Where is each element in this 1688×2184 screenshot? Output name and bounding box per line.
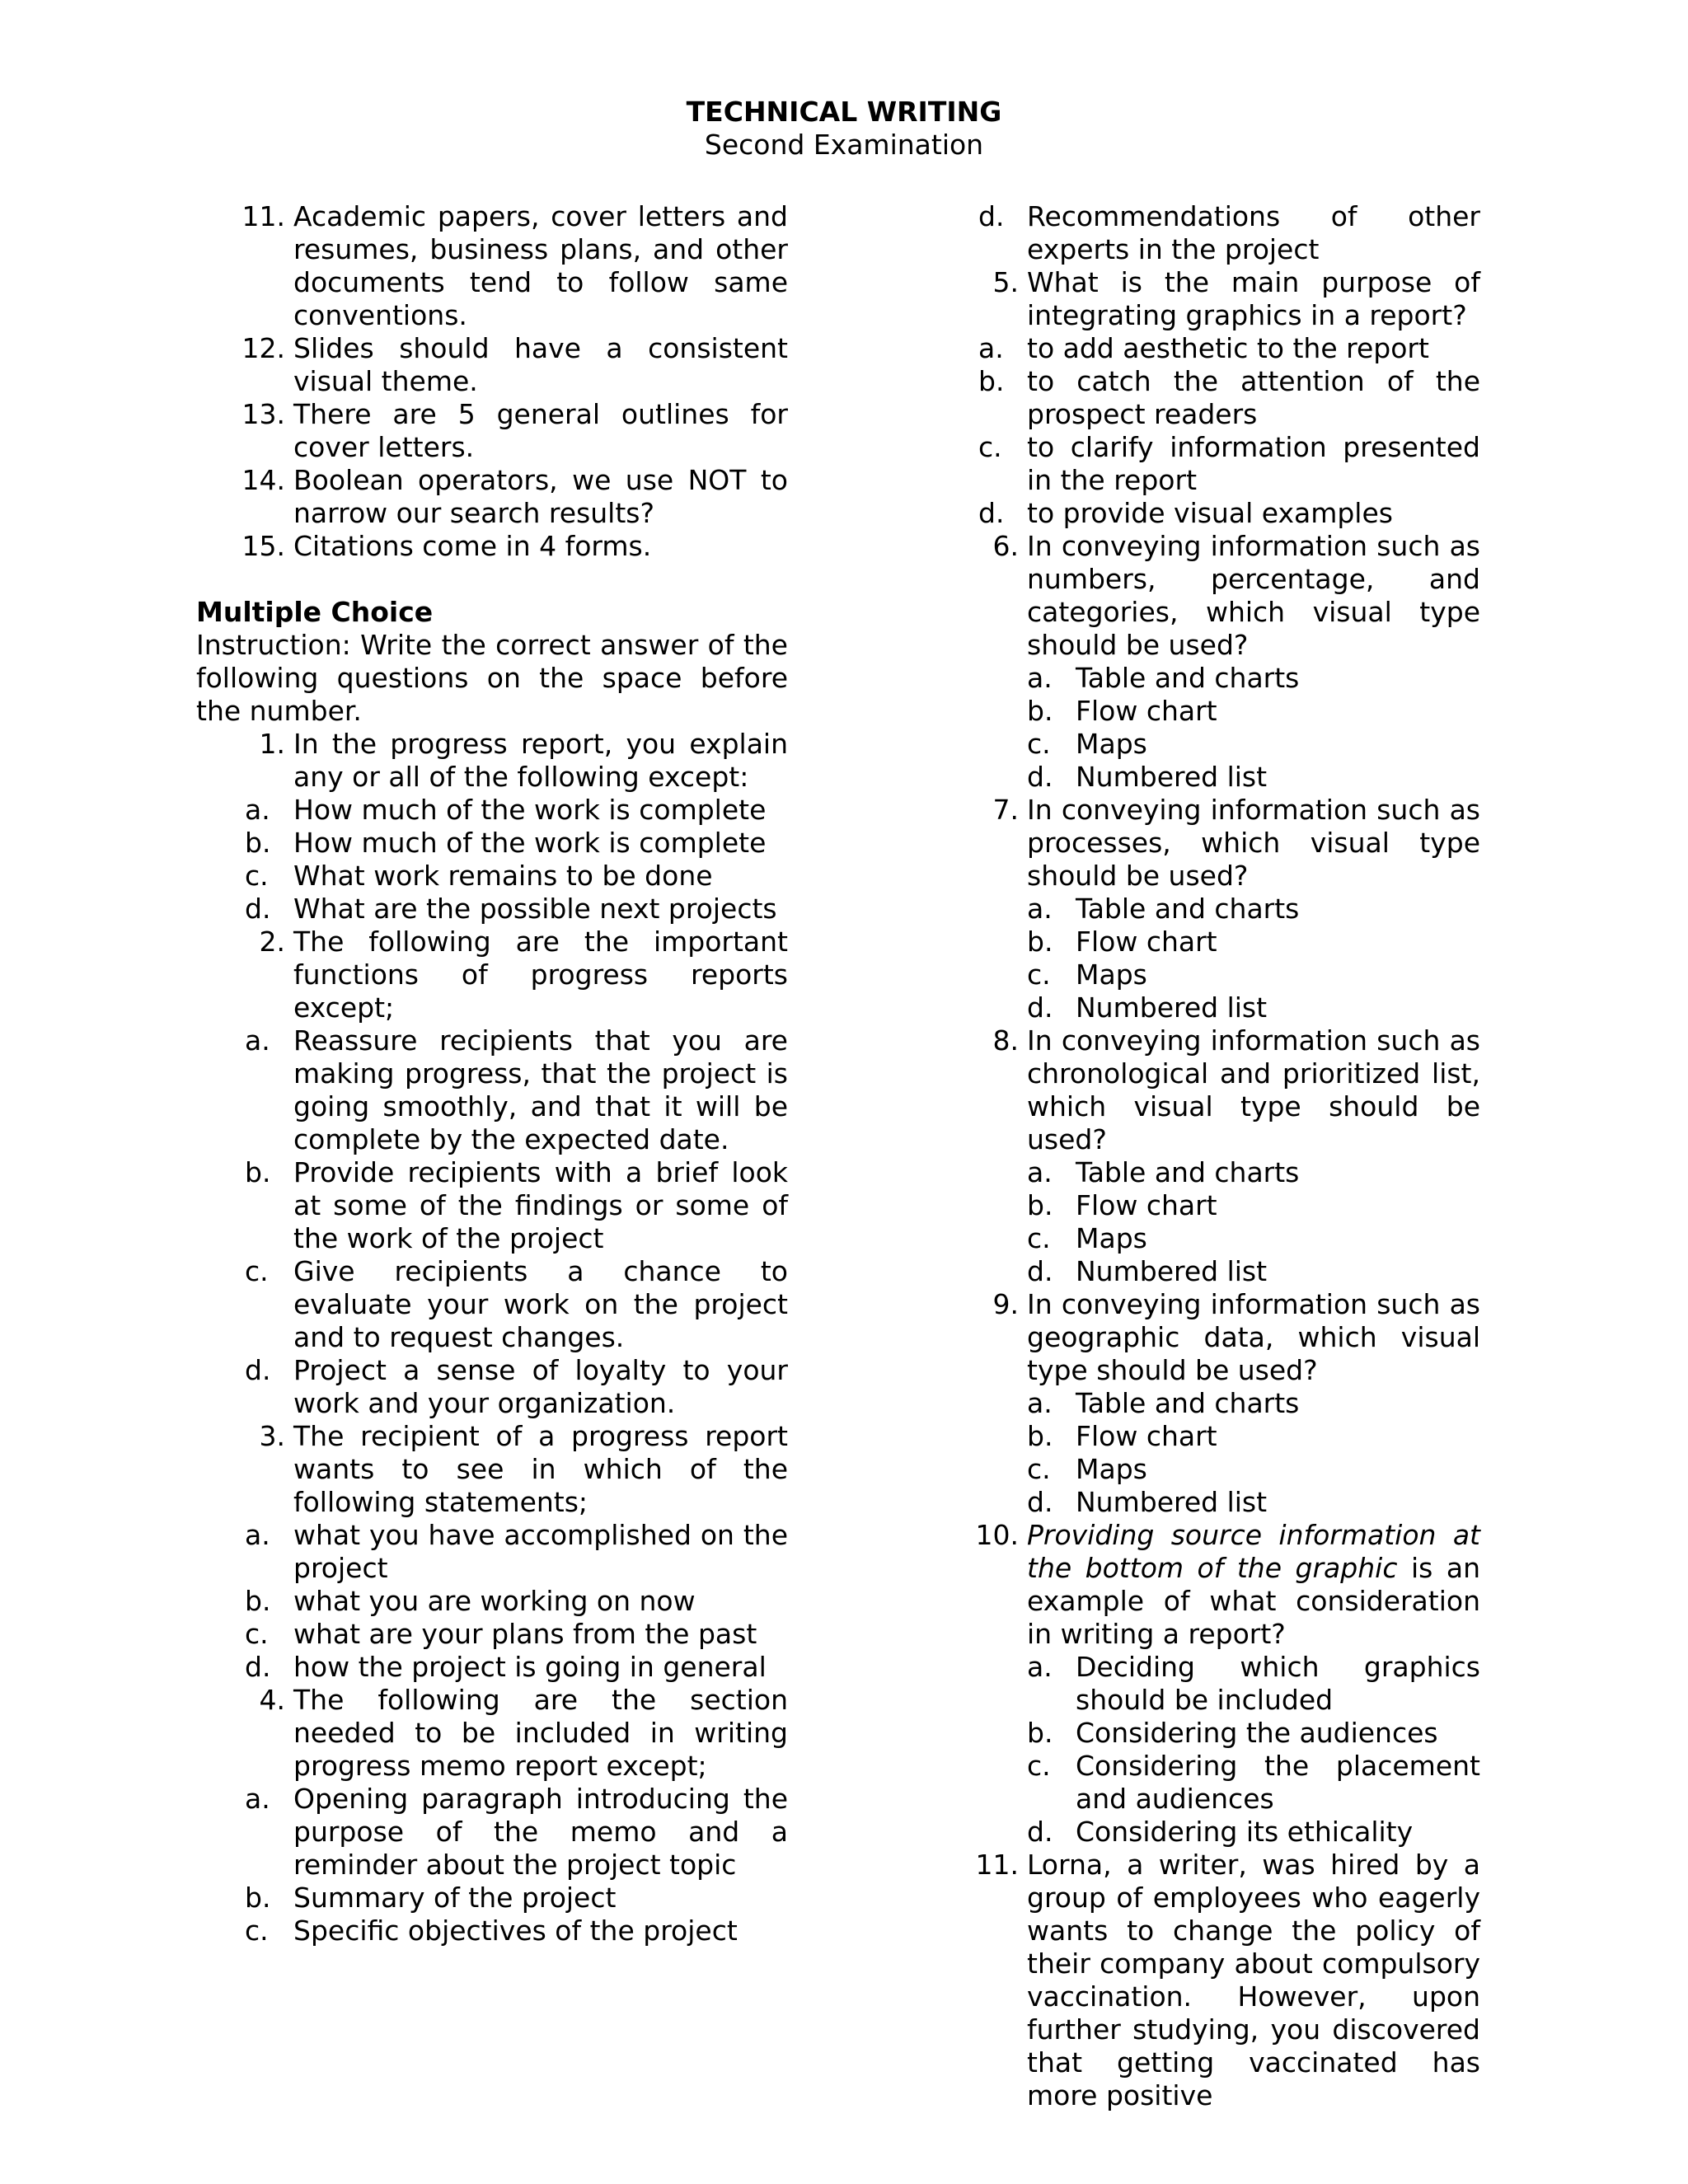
option-item — [245, 1354, 788, 1420]
question-number: 7. — [992, 794, 1019, 826]
question-text: Citations come in 4 forms. — [293, 530, 652, 562]
option-text: Considering its ethicality — [1076, 1816, 1414, 1848]
option-text: Table and charts — [1076, 1156, 1300, 1188]
option-item — [1027, 1750, 1480, 1816]
question-text: In conveying information such as chronological and prioritized list, which visual type should be used? — [1027, 1024, 1480, 1155]
option-text: to provide visual examples — [1027, 497, 1393, 529]
option-text: Maps — [1076, 728, 1147, 760]
question-item — [196, 1684, 788, 1947]
option-item — [978, 332, 1480, 365]
option-letter: b. — [978, 365, 1005, 397]
option-item — [245, 1882, 788, 1915]
question-text-row — [992, 1024, 1480, 1156]
question-number: 10. — [975, 1519, 1019, 1551]
option-item — [1027, 1717, 1480, 1750]
option-item — [245, 860, 788, 893]
option-text: Considering the audiences — [1076, 1717, 1438, 1749]
question-number: 8. — [992, 1024, 1019, 1057]
question-text: Lorna, a writer, was hired by a group of employees who eagerly wants to change the policy of their company about compulsory vaccination. However, upon further studying, you discovered that getting vaccinated has more positive — [1027, 1849, 1480, 2111]
question-text-row — [241, 200, 788, 332]
option-letter: c. — [1027, 958, 1051, 991]
option-letter: c. — [245, 1255, 269, 1287]
option-item — [245, 893, 788, 926]
option-item — [1027, 1222, 1480, 1255]
question-text: The following are the section needed to be included in writing progress memo report except; — [293, 1684, 788, 1782]
question-item — [930, 1288, 1480, 1519]
option-letter: a. — [245, 794, 270, 826]
option-letter: d. — [1027, 991, 1053, 1024]
question-list — [930, 266, 1480, 2112]
option-item — [245, 1618, 788, 1651]
option-text: to catch the attention of the prospect readers — [1027, 365, 1480, 430]
page-header — [0, 96, 1688, 162]
option-text: how the project is going in general — [293, 1651, 767, 1683]
option-letter: b. — [245, 827, 271, 859]
option-item — [245, 1255, 788, 1354]
option-item — [1027, 1651, 1480, 1717]
option-item — [1027, 1387, 1480, 1420]
option-text: Specific objectives of the project — [293, 1915, 738, 1947]
option-letter: c. — [1027, 1222, 1051, 1254]
option-letter: c. — [245, 860, 269, 892]
question-item — [196, 332, 788, 398]
option-text: Numbered list — [1076, 1486, 1268, 1518]
option-letter: d. — [245, 1354, 271, 1386]
question-number: 1. — [259, 728, 285, 760]
option-text: Opening paragraph introducing the purpose of the memo and a reminder about the project topic — [293, 1783, 788, 1881]
option-item — [245, 827, 788, 860]
question-item — [196, 530, 788, 563]
option-letter: d. — [1027, 761, 1053, 793]
question-text-row — [992, 1288, 1480, 1387]
option-text: Give recipients a chance to evaluate your work on the project and to request changes. — [293, 1255, 788, 1353]
question-number: 6. — [992, 530, 1019, 562]
option-text: to add aesthetic to the report — [1027, 332, 1429, 364]
option-text: Maps — [1076, 958, 1147, 991]
option-item — [1027, 1453, 1480, 1486]
question-item — [196, 926, 788, 1420]
option-text: Flow chart — [1076, 695, 1217, 727]
question-text: The following are the important functions of progress reports except; — [293, 926, 788, 1024]
question-number: 14. — [241, 464, 285, 496]
question-item — [930, 1519, 1480, 1849]
question-item — [930, 1024, 1480, 1288]
page-title: TECHNICAL WRITING — [686, 96, 1002, 128]
question-list — [196, 728, 788, 1947]
question-number: 4. — [259, 1684, 285, 1716]
question-text-row — [241, 530, 788, 563]
option-letter: c. — [1027, 1453, 1051, 1485]
option-item — [1027, 728, 1480, 761]
question-number: 5. — [992, 266, 1019, 298]
option-text: Deciding which graphics should be included — [1076, 1651, 1480, 1716]
option-letter: c. — [245, 1618, 269, 1650]
question-text: In conveying information such as processes, which visual type should be used? — [1027, 794, 1480, 892]
option-letter: b. — [1027, 1420, 1053, 1452]
option-text: Recommendations of other experts in the project — [1027, 200, 1480, 265]
option-text: Numbered list — [1076, 1255, 1268, 1287]
option-item — [1027, 1420, 1480, 1453]
page-subtitle: Second Examination — [704, 129, 984, 161]
question-number: 12. — [241, 332, 285, 364]
option-letter: a. — [978, 332, 1004, 364]
question-number: 11. — [241, 200, 285, 232]
question-item — [196, 200, 788, 332]
option-letter: c. — [1027, 1750, 1051, 1782]
option-text: what you are working on now — [293, 1585, 696, 1617]
option-letter: a. — [1027, 662, 1053, 694]
option-text: Numbered list — [1076, 761, 1268, 793]
option-letter: d. — [245, 893, 271, 925]
option-letter: c. — [978, 431, 1002, 463]
option-letter: d. — [245, 1651, 271, 1683]
option-text: Provide recipients with a brief look at some of the findings or some of the work of the project — [293, 1156, 788, 1254]
option-letter: b. — [1027, 1189, 1053, 1221]
question-number: 11. — [975, 1849, 1019, 1881]
option-text: Flow chart — [1076, 1420, 1217, 1452]
option-item — [1027, 662, 1480, 695]
option-letter: a. — [245, 1519, 270, 1551]
option-item — [1027, 1189, 1480, 1222]
question-text-row — [975, 1519, 1481, 1651]
option-text: Numbered list — [1076, 991, 1268, 1024]
option-item — [245, 794, 788, 827]
question-text: In the progress report, you explain any or all of the following except: — [293, 728, 788, 793]
question-text: In conveying information such as geographic data, which visual type should be used? — [1027, 1288, 1480, 1386]
question-text: The recipient of a progress report wants to see in which of the following statements; — [293, 1420, 788, 1518]
option-text: Project a sense of loyalty to your work and your organization. — [293, 1354, 788, 1419]
option-item — [1027, 958, 1480, 991]
option-text: to clarify information presented in the report — [1027, 431, 1480, 496]
question-item — [930, 1849, 1480, 2112]
option-item — [978, 497, 1480, 530]
option-text: Considering the placement and audiences — [1076, 1750, 1480, 1815]
option-text: Flow chart — [1076, 926, 1217, 958]
question-text: What is the main purpose of integrating graphics in a report? — [1027, 266, 1480, 331]
question-text-row — [259, 926, 788, 1024]
question-text-row — [259, 1684, 788, 1783]
left-column — [196, 200, 788, 1947]
option-item — [245, 1024, 788, 1156]
option-item — [978, 200, 1480, 266]
option-item — [245, 1156, 788, 1255]
option-item — [245, 1651, 788, 1684]
option-item — [245, 1783, 788, 1882]
option-item — [1027, 761, 1480, 794]
option-letter: d. — [1027, 1816, 1053, 1848]
option-text: Table and charts — [1076, 662, 1300, 694]
question-text: Slides should have a consistent visual theme. — [293, 332, 788, 397]
option-text: Maps — [1076, 1453, 1147, 1485]
question-item — [196, 728, 788, 926]
question-item — [196, 1420, 788, 1684]
question-text: is an example of what consideration in writing a report? — [1027, 1552, 1481, 1650]
option-item — [1027, 695, 1480, 728]
option-item — [245, 1519, 788, 1585]
option-letter: d. — [978, 497, 1005, 529]
option-letter: d. — [978, 200, 1005, 232]
option-letter: d. — [1027, 1255, 1053, 1287]
question-text: Academic papers, cover letters and resumes, business plans, and other documents tend to follow same conventions. — [293, 200, 788, 331]
question-text-italic: Providing source information at the bottom of the graphic — [1027, 1519, 1480, 1584]
option-letter: b. — [245, 1585, 271, 1617]
option-item — [1027, 991, 1480, 1024]
question-text-row — [975, 1849, 1480, 2112]
option-text: What are the possible next projects — [293, 893, 777, 925]
option-text: what you have accomplished on the project — [293, 1519, 788, 1584]
option-item — [1027, 1156, 1480, 1189]
question-text: In conveying information such as numbers, percentage, and categories, which visual type should be used? — [1027, 530, 1480, 661]
question-item — [196, 398, 788, 464]
option-letter: c. — [245, 1915, 269, 1947]
option-item — [1027, 1486, 1480, 1519]
option-item — [978, 431, 1480, 497]
option-text: Flow chart — [1076, 1189, 1217, 1221]
option-letter: b. — [1027, 1717, 1053, 1749]
option-item — [1027, 1816, 1480, 1849]
option-letter: b. — [245, 1882, 271, 1914]
question-number: 2. — [259, 926, 285, 958]
question-number: 3. — [259, 1420, 285, 1452]
question-text-row — [992, 266, 1480, 332]
question-text-row — [241, 464, 788, 530]
continued-option — [930, 200, 1480, 266]
question-number: 9. — [992, 1288, 1019, 1320]
option-item — [245, 1585, 788, 1618]
question-text-row — [241, 332, 788, 398]
option-letter: a. — [245, 1024, 270, 1057]
option-letter: d. — [1027, 1486, 1053, 1518]
option-text: How much of the work is complete — [293, 827, 767, 859]
option-letter: a. — [1027, 1651, 1053, 1683]
option-letter: a. — [1027, 893, 1053, 925]
question-item — [930, 530, 1480, 794]
option-letter: b. — [245, 1156, 271, 1188]
option-text: what are your plans from the past — [293, 1618, 757, 1650]
question-text-row — [992, 530, 1480, 662]
option-letter: b. — [1027, 695, 1053, 727]
option-letter: c. — [1027, 728, 1051, 760]
question-text-row — [259, 1420, 788, 1519]
right-column — [930, 200, 1480, 2112]
option-text: Summary of the project — [293, 1882, 617, 1914]
question-text: Boolean operators, we use NOT to narrow our search results? — [293, 464, 788, 529]
instruction-text: Instruction: Write the correct answer of the following questions on the space before the number. — [196, 629, 788, 727]
question-item — [196, 464, 788, 530]
question-item — [930, 794, 1480, 1024]
question-number: 13. — [241, 398, 285, 430]
option-item — [978, 365, 1480, 431]
option-text: Table and charts — [1076, 1387, 1300, 1419]
option-text: Maps — [1076, 1222, 1147, 1254]
true-false-list — [196, 200, 788, 563]
question-text-row — [241, 398, 788, 464]
question-text-row — [259, 728, 788, 794]
section-heading: Multiple Choice — [196, 596, 434, 628]
option-text: What work remains to be done — [293, 860, 713, 892]
question-text-row — [992, 794, 1480, 893]
question-text: There are 5 general outlines for cover letters. — [293, 398, 788, 463]
option-text: Table and charts — [1076, 893, 1300, 925]
question-item — [930, 266, 1480, 530]
option-text: How much of the work is complete — [293, 794, 767, 826]
option-letter: a. — [1027, 1387, 1053, 1419]
option-letter: a. — [245, 1783, 270, 1815]
option-item — [1027, 1255, 1480, 1288]
option-item — [1027, 926, 1480, 958]
option-item — [245, 1915, 788, 1947]
option-letter: a. — [1027, 1156, 1053, 1188]
option-text: Reassure recipients that you are making progress, that the project is going smoothly, and that it will be complete by the expected date. — [293, 1024, 788, 1155]
option-letter: b. — [1027, 926, 1053, 958]
option-item — [1027, 893, 1480, 926]
question-number: 15. — [241, 530, 285, 562]
